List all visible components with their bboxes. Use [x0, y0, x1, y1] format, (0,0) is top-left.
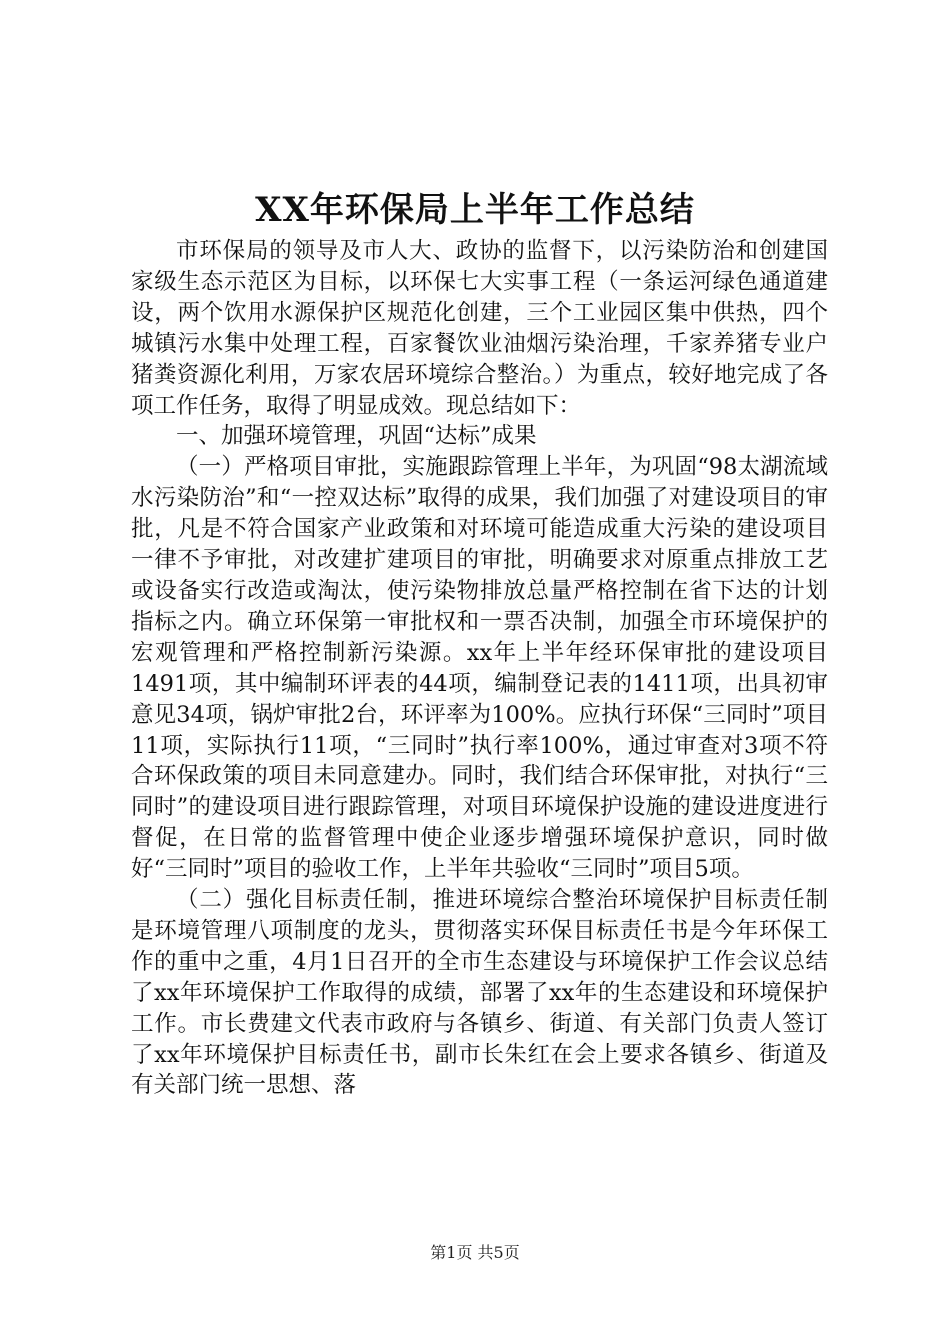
- subsection-paragraph-1: （一）严格项目审批，实施跟踪管理上半年，为巩固“98太湖流域水污染防治”和“一控双达标”取得的成果，我们加强了对建设项目的审批，凡是不符合国家产业政策和对环境可能造成重大污染的建设项目一律不予审批，对改建扩建项目的审批，明确要求对原重点排放工艺或设备实行改造或淘汰，使污染物排放总量严格控制在省下达的计划指标之内。确立环保第一审批权和一票否决制，加强全市环境保护的宏观管理和严格控制新污染源。xx年上半年经环保审批的建设项目1491项，其中编制环评表的44项，编制登记表的1411项，出具初审意见34项，锅炉审批2台，环评率为100%。应执行环保“三同时”项目11项，实际执行11项，“三同时”执行率100%，通过审查对3项不符合环保政策的项目未同意建办。同时，我们结合环保审批，对执行“三同时”的建设项目进行跟踪管理，对项目环境保护设施的建设进度进行督促，在日常的监督管理中使企业逐步增强环境保护意识，同时做好“三同时”项目的验收工作，上半年共验收“三同时”项目5项。: [131, 454, 828, 883]
- document-title: XX年环保局上半年工作总结: [255, 190, 695, 230]
- section-heading-1: 一、加强环境管理，巩固“达标”成果: [176, 423, 537, 450]
- intro-paragraph: 市环保局的领导及市人大、政协的监督下，以污染防治和创建国家级生态示范区为目标，以环保七大实事工程（一条运河绿色通道建设，两个饮用水源保护区规范化创建，三个工业园区集中供热，四个城镇污水集中处理工程，百家餐饮业油烟污染治理，千家养猪专业户猪粪资源化利用，万家农居环境综合整治。）为重点，较好地完成了各项工作任务，取得了明显成效。现总结如下：: [131, 238, 828, 419]
- document-body: [131, 236, 828, 1101]
- page-footer: 第1页 共5页: [430, 1243, 520, 1262]
- subsection-paragraph-2: （二）强化目标责任制，推进环境综合整治环境保护目标责任制是环境管理八项制度的龙头，贯彻落实环保目标责任书是今年环保工作的重中之重，4月1日召开的全市生态建设与环境保护工作会议总结了xx年环境保护工作取得的成绩，部署了xx年的生态建设和环境保护工作。市长费建文代表市政府与各镇乡、街道、有关部门负责人签订了xx年环境保护目标责任书，副市长朱红在会上要求各镇乡、街道及有关部门统一思想、落: [131, 887, 828, 1099]
